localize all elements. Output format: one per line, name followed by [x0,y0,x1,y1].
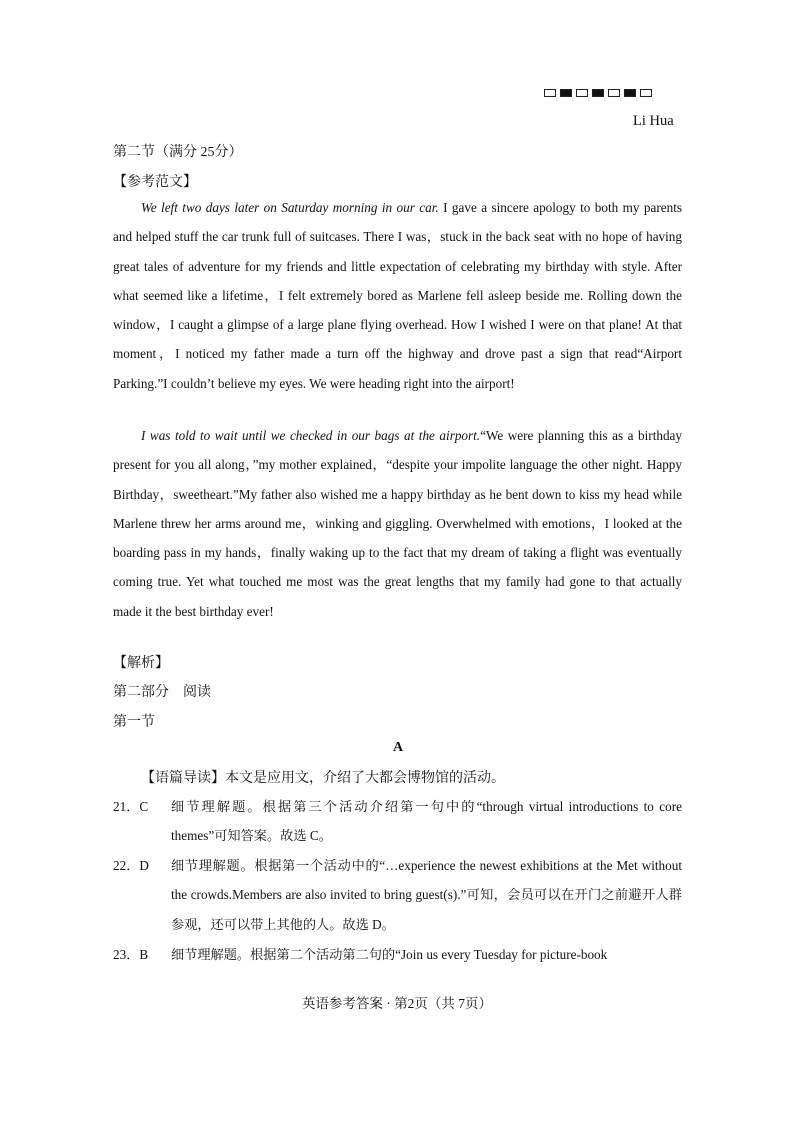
model-essay-label: 【参考范文】 [113,175,197,190]
essay-paragraph-1 [113,193,682,398]
paragraph-lead-sentence: We left two days later on Saturday morning in our car. [141,200,439,215]
square-mark [560,89,572,97]
analysis-title: 【解析】 [113,656,169,671]
question-number: 23．B [113,947,149,962]
answer-explanation: 细节理解题。根据第二个活动第二句的“Join us every Tuesday for picture-book [171,947,608,962]
essay-paragraph-2 [113,421,682,626]
page-footer: 英语参考答案 · 第2页（共 7页） [301,996,493,1011]
square-mark [576,89,588,97]
section-two-title: 第二节（满分 25分） [113,145,243,160]
paragraph-body: I gave a sincere apology to both my parents and helped stuff the car trunk full of suitcases. There I was，stuck in the back seat with no hope of having great tales of adventure for my friends and little expectation of celebrating my birthday with style. After what seemed like a lifetime，I felt extremely bored as Marlene fell asleep beside me. Rolling down the window，I caught a glimpse of a large plane flying overhead. How I wished I were on that plane! At that moment，I noticed my father made a turn off the highway and drove past a sign that read“Airport Parking.”I couldn’t believe my eyes. We were heading right into the airport! [113,200,682,391]
header-squares-decoration [544,89,652,97]
part-two-title: 第二部分 阅读 [113,685,211,700]
square-mark [640,89,652,97]
square-mark [592,89,604,97]
answer-explanation: 细节理解题。根据第三个活动介绍第一句中的“through virtual introductions to core themes”可知答案。故选 C。 [171,799,682,844]
square-mark [624,89,636,97]
passage-guide: 【语篇导读】本文是应用文，介绍了大都会博物馆的活动。 [141,771,505,786]
letter-signature: Li Hua [633,113,674,129]
paragraph-lead-sentence: I was told to wait until we checked in our bags at the airport. [141,428,481,443]
question-number: 21．C [113,799,149,814]
square-mark [608,89,620,97]
section-one-title: 第一节 [113,715,155,730]
answer-explanation: 细节理解题。根据第一个活动中的“…experience the newest exhibitions at the Met without the crowds.Members are also invited to bring guest(s).”可知，会员可以在开门之前避开人群参观，还可以带上其他的人。故选 D。 [171,858,682,932]
paragraph-body: “We were planning this as a birthday present for you all along，”my mother explained，“despite your impolite language the other night. Happy Birthday，sweetheart.”My father also wished me a happy birthday as he bent down to kiss my head while Marlene threw her arms around me，winking and giggling. Overwhelmed with emotions，I looked at the boarding pass in my hands，finally waking up to the fact that my dream of taking a flight was eventually coming true. Yet what touched me most was the great lengths that my family had gone to that actually made it the best birthday ever! [113,428,682,619]
passage-heading: A [393,740,404,755]
question-number: 22．D [113,858,149,873]
square-mark [544,89,556,97]
